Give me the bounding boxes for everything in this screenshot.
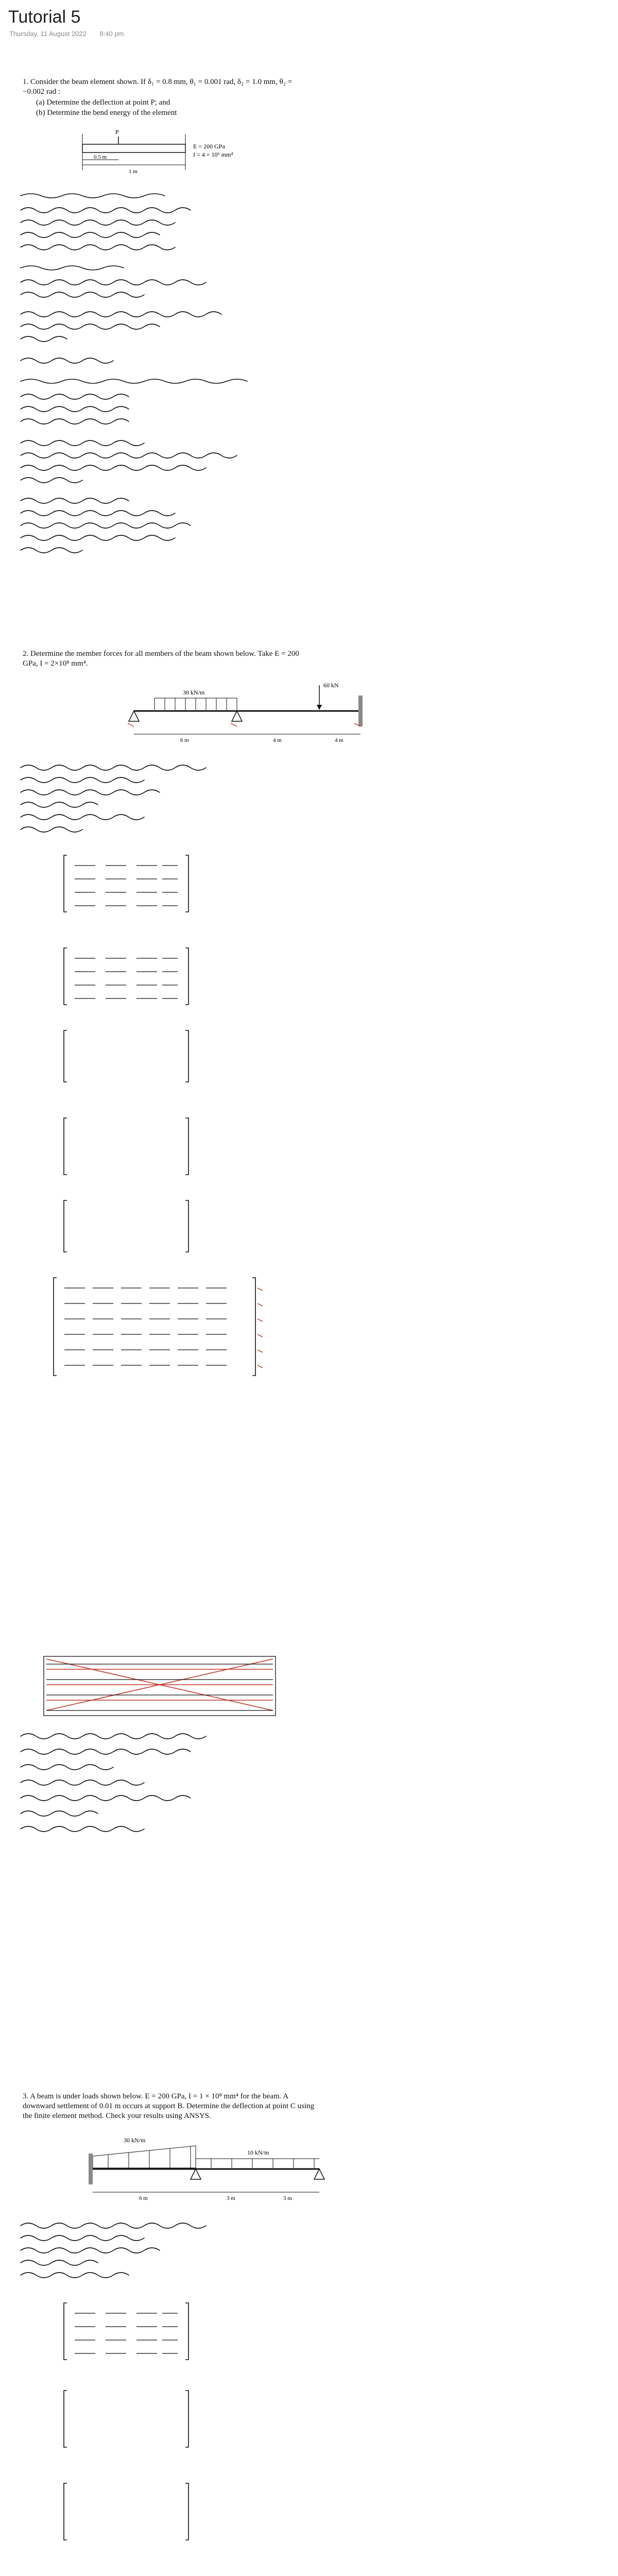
problem-3-handwritten-solution bbox=[15, 2215, 335, 2576]
span-1-length: 6 m bbox=[139, 2195, 148, 2201]
point-p-label: P bbox=[115, 128, 119, 135]
problem-2-statement: 2. Determine the member forces for all members of the beam shown below. Take E = 200 GPa, I = 2×10⁸ mm⁴. bbox=[23, 650, 299, 668]
problem-1-statement: 1. Consider the beam element shown. If δ₁ = 0.8 mm, θ₁ = 0.001 rad, δ₂ = 1.0 mm, θ₂ = −0.002 rad : bbox=[23, 78, 293, 96]
length-label-b: 1 m bbox=[129, 168, 138, 175]
span-3-length: 3 m bbox=[283, 2195, 292, 2201]
note-date: Thursday, 11 August 2022 bbox=[9, 30, 87, 38]
inertia-label: I = 4 × 10⁶ mm⁴ bbox=[193, 151, 233, 158]
page-title: Tutorial 5 bbox=[8, 7, 81, 27]
problem-1-handwritten-solution bbox=[15, 185, 304, 659]
note-time: 8:40 pm bbox=[99, 30, 124, 38]
problem-1-beam-figure bbox=[62, 124, 247, 180]
length-label-a: 0.5 m bbox=[94, 154, 107, 160]
point-load-label: 60 kN bbox=[323, 682, 339, 689]
modulus-label: E = 200 GPa bbox=[193, 143, 225, 150]
span-1-length: 6 m bbox=[180, 737, 189, 743]
problem-3-statement: 3. A beam is under loads shown below. E = 200 GPa, I = 1 × 10⁸ mm⁴ for the beam. A downward settlement of 0.01 m occurs at support B. Determine the deflection at point C using the finite element method. Check your results using ANSYS. bbox=[23, 2092, 315, 2120]
problem-2-beam-figure bbox=[118, 675, 407, 752]
problem-1-part-b: (b) Determine the bend energy of the element bbox=[36, 109, 177, 117]
problem-2-handwritten-solution bbox=[15, 757, 324, 2087]
span-2-length: 4 m bbox=[273, 737, 282, 743]
span-3-length: 4 m bbox=[335, 737, 344, 743]
triangular-load-label: 30 kN/m bbox=[124, 2137, 146, 2144]
uniform-load-label: 10 kN/m bbox=[247, 2149, 269, 2156]
problem-3-beam-figure bbox=[77, 2133, 366, 2210]
problem-1-part-a: (a) Determine the deflection at point P; and bbox=[36, 98, 170, 107]
distributed-load-label: 30 kN/m bbox=[183, 689, 205, 696]
span-2-length: 3 m bbox=[227, 2195, 235, 2201]
note-metadata bbox=[9, 30, 135, 38]
